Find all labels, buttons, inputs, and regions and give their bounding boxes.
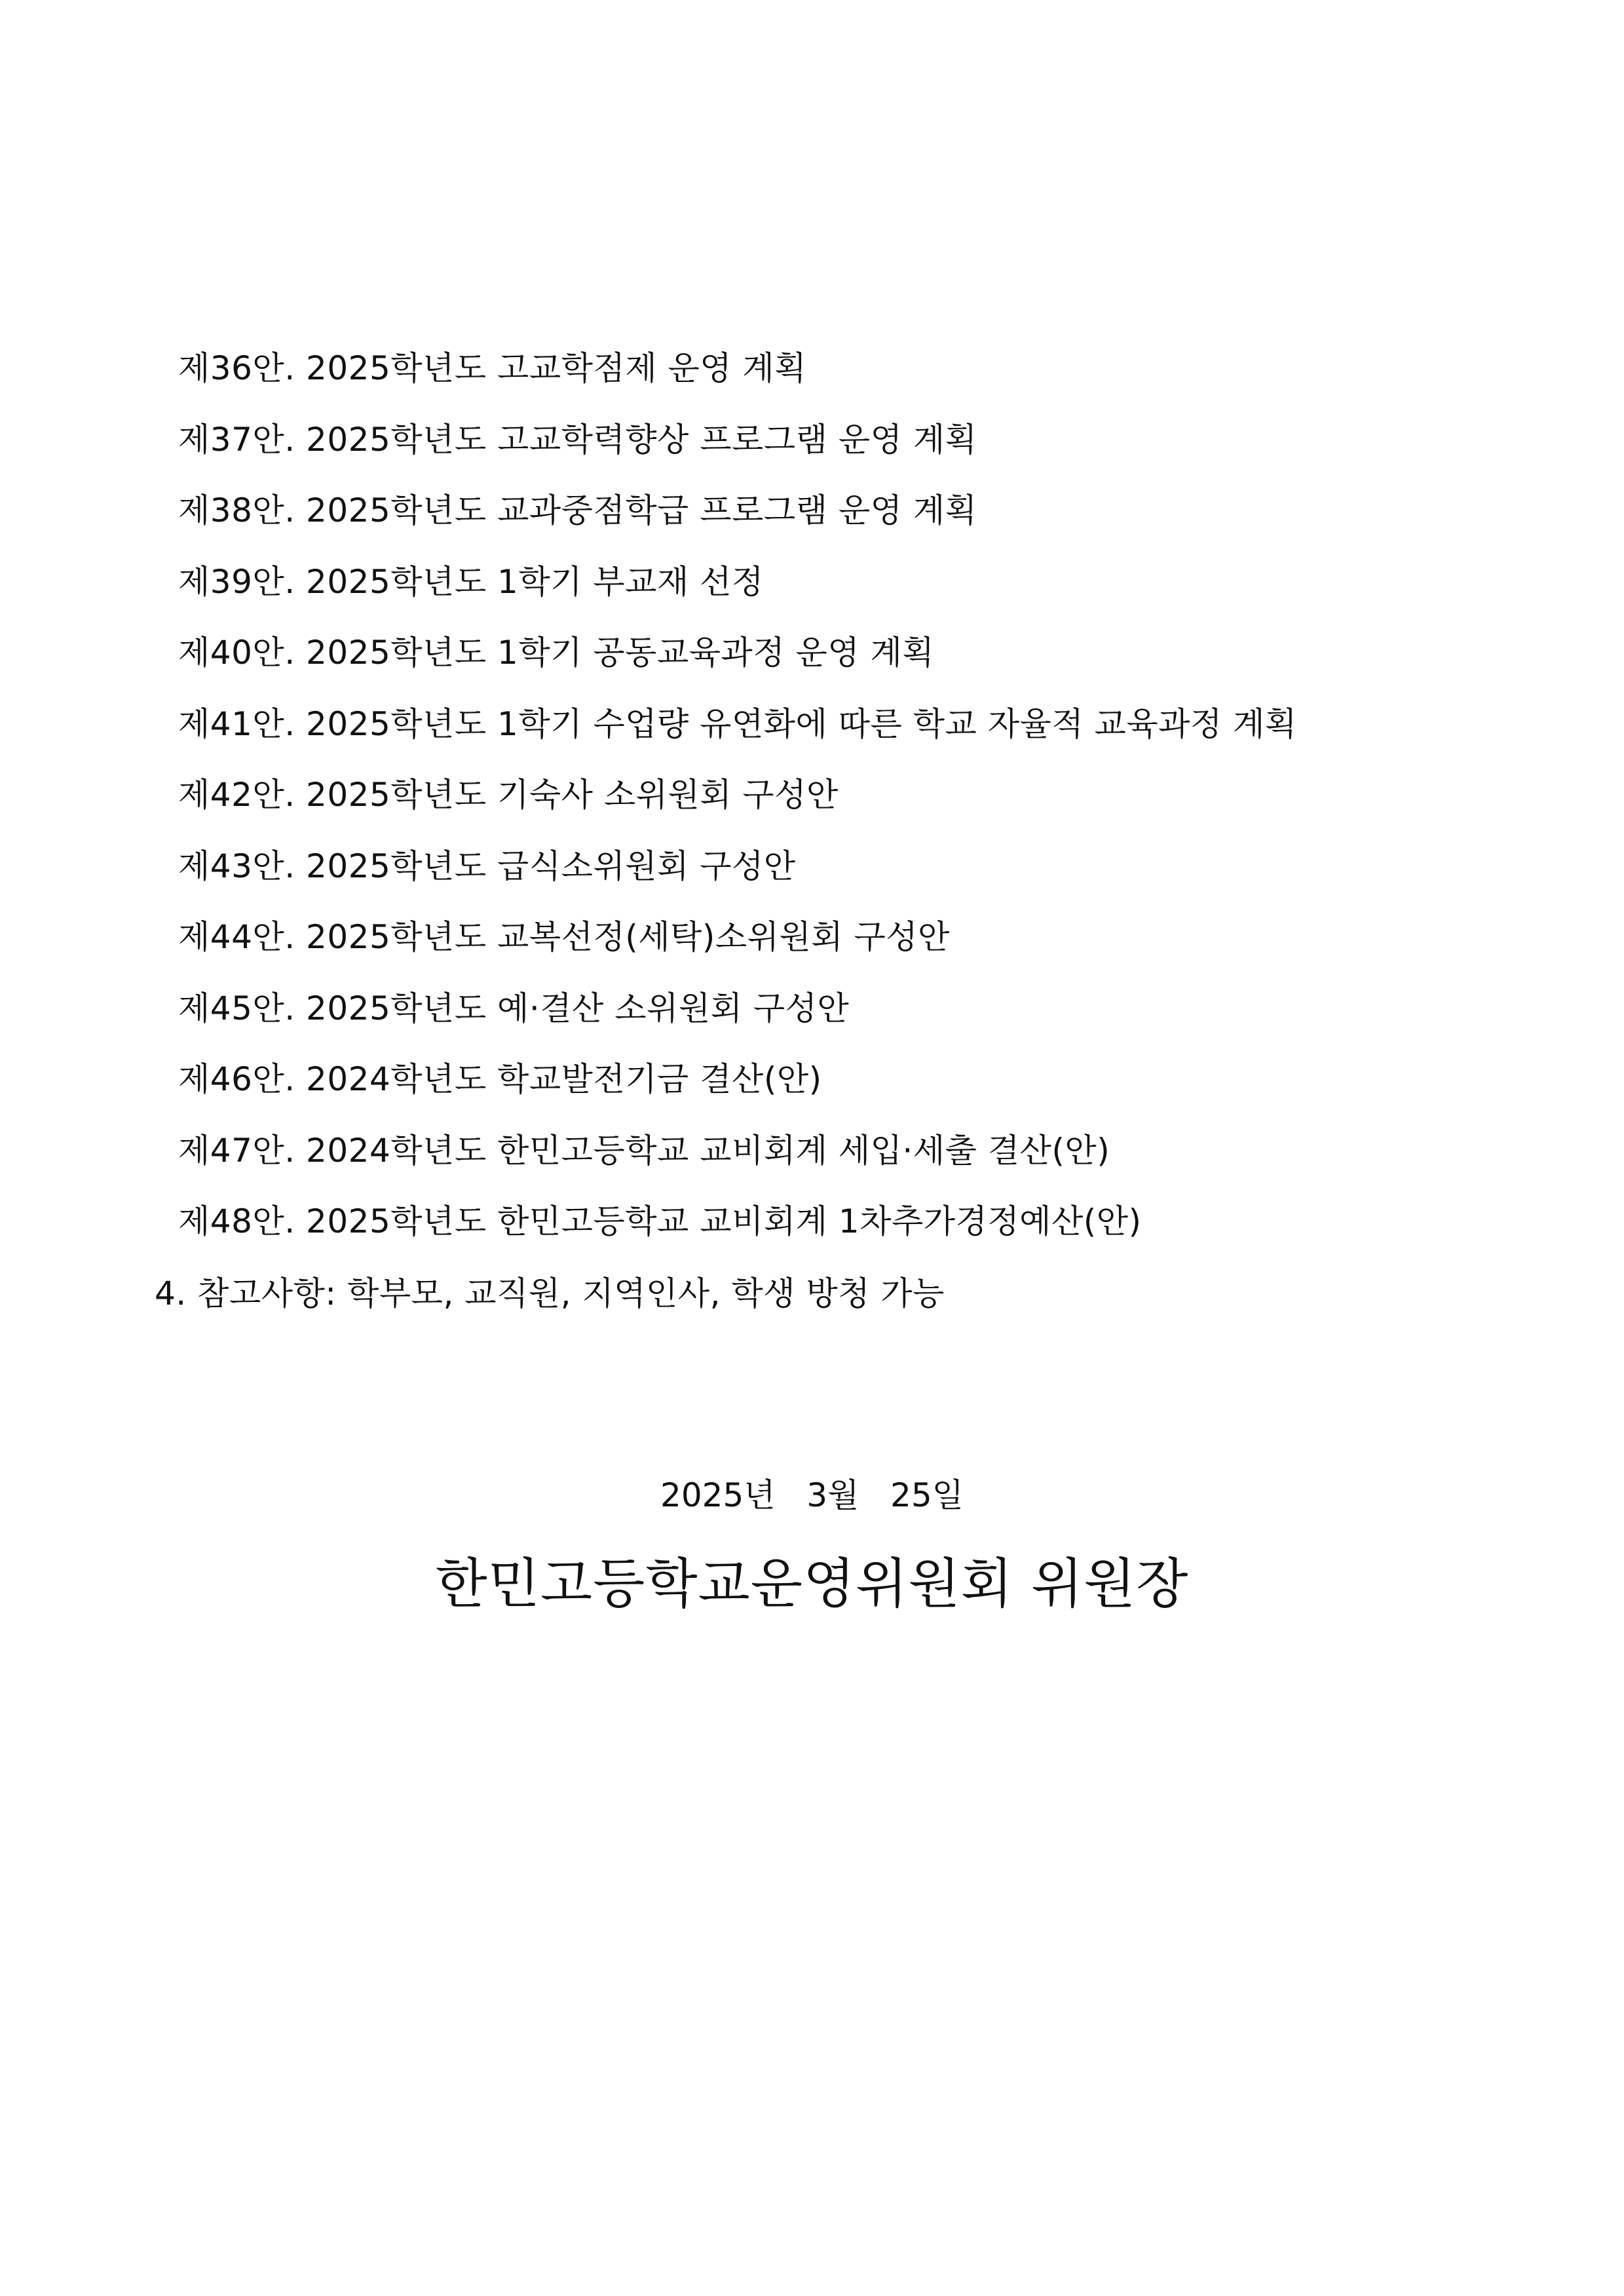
document-date: 2025년 3월 25일 (660, 1476, 964, 1514)
agenda-item-45: 제45안. 2025학년도 예·결산 소위원회 구성안 (178, 989, 850, 1027)
agenda-item-41: 제41안. 2025학년도 1학기 수업량 유연화에 따른 학교 자율적 교육과정 계획 (178, 704, 1297, 743)
agenda-item-40: 제40안. 2025학년도 1학기 공동교육과정 운영 계획 (178, 634, 935, 672)
agenda-item-39: 제39안. 2025학년도 1학기 부교재 선정 (178, 562, 764, 601)
agenda-item-43: 제43안. 2025학년도 급식소위원회 구성안 (178, 847, 796, 885)
reference-note: 4. 참고사항: 학부모, 교직원, 지역인사, 학생 방청 가능 (155, 1274, 945, 1312)
agenda-item-38: 제38안. 2025학년도 교과중점학급 프로그램 운영 계획 (178, 491, 977, 529)
agenda-item-44: 제44안. 2025학년도 교복선정(세탁)소위원회 구성안 (178, 918, 950, 956)
agenda-item-36: 제36안. 2025학년도 고교학점제 운영 계획 (178, 349, 807, 387)
agenda-item-48: 제48안. 2025학년도 한민고등학교 교비회계 1차추가경정예산(안) (178, 1202, 1142, 1240)
agenda-item-47: 제47안. 2024학년도 한민고등학교 교비회계 세입·세출 결산(안) (178, 1131, 1110, 1170)
agenda-list (178, 333, 1488, 1257)
agenda-item-37: 제37안. 2025학년도 고교학력향상 프로그램 운영 계획 (178, 420, 977, 459)
agenda-item-46: 제46안. 2024학년도 학교발전기금 결산(안) (178, 1060, 822, 1098)
agenda-item-42: 제42안. 2025학년도 기숙사 소위원회 구성안 (178, 776, 839, 814)
signatory-title: 한민고등학교운영위원회 위원장 (435, 1553, 1189, 1615)
